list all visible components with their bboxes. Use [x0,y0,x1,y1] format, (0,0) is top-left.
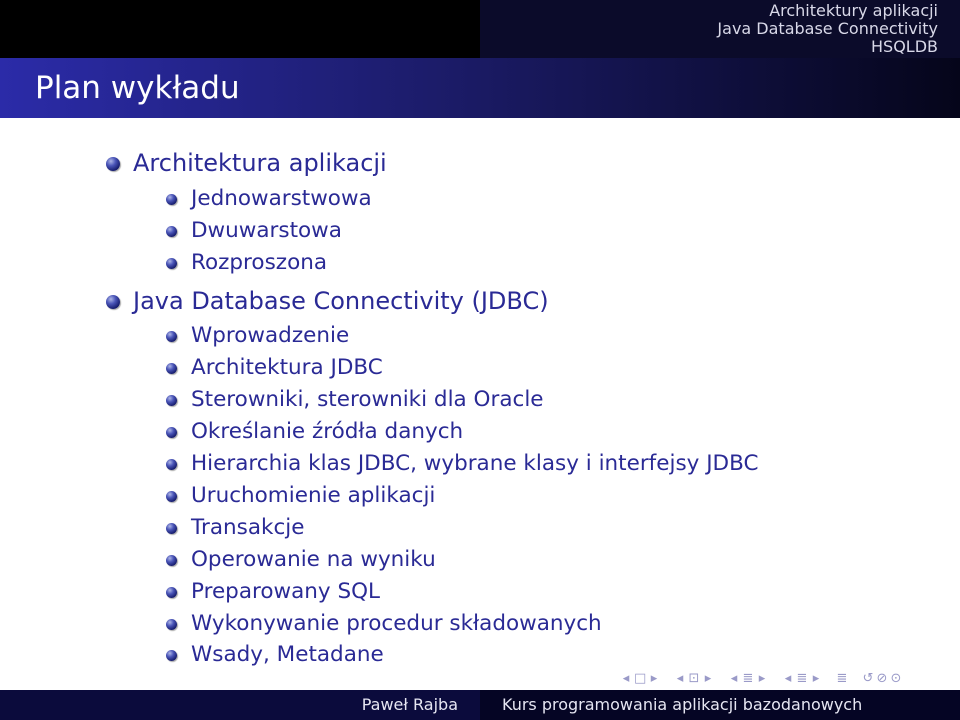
ball-bullet-icon [166,427,177,438]
outline-subsection[interactable]: Rozproszona [191,250,328,275]
ball-bullet-icon [166,491,177,502]
outline-section[interactable]: Java Database Connectivity (JDBC) [133,287,549,315]
nav-next-icon[interactable]: ▸ [704,671,712,686]
header-section-link[interactable]: Architektury aplikacji [769,1,938,20]
nav-section-icon[interactable]: ≣ [742,671,754,686]
outline-subsection[interactable]: Określanie źródła danych [191,419,464,444]
nav-document-icon[interactable]: ≣ [796,671,808,686]
nav-align-icon[interactable]: ≣ [836,671,848,686]
ball-bullet-icon [166,331,177,342]
outline-subsection[interactable]: Hierarchia klas JDBC, wybrane klasy i interfejsy JDBC [191,451,759,476]
nav-prev-icon[interactable]: ◂ [730,671,738,686]
nav-prev-icon[interactable]: ◂ [622,671,630,686]
nav-search-icon[interactable]: ⊘ [876,671,888,686]
nav-next-icon[interactable]: ▸ [812,671,820,686]
outline-subsection[interactable]: Jednowarstwowa [191,186,372,211]
ball-bullet-icon [166,258,177,269]
nav-prev-icon[interactable]: ◂ [784,671,792,686]
ball-bullet-icon [166,226,177,237]
ball-bullet-icon [166,395,177,406]
ball-bullet-icon [166,363,177,374]
ball-bullet-icon [166,459,177,470]
nav-next-icon[interactable]: ▸ [650,671,658,686]
nav-frame-icon[interactable]: □ [634,671,647,686]
ball-bullet-icon [166,619,177,630]
outline-subsection[interactable]: Wykonywanie procedur składowanych [191,611,602,636]
ball-bullet-icon [166,587,177,598]
outline-subsection[interactable]: Uruchomienie aplikacji [191,483,436,508]
ball-bullet-icon [166,650,177,661]
nav-subsection-icon[interactable]: ⊡ [688,671,700,686]
header-section-link[interactable]: Java Database Connectivity [717,19,938,38]
outline-subsection[interactable]: Preparowany SQL [191,579,381,604]
page-title: Plan wykładu [35,70,240,106]
ball-bullet-icon [106,157,120,171]
footer-course-title: Kurs programowania aplikacji bazodanowych [502,695,863,714]
footer [0,690,960,720]
ball-bullet-icon [166,194,177,205]
nav-next-icon[interactable]: ▸ [758,671,766,686]
footer-right-panel [480,690,960,720]
outline-subsection[interactable]: Wsady, Metadane [191,642,384,667]
outline-subsection[interactable]: Wprowadzenie [191,323,350,348]
navigation-symbols [620,668,902,690]
ball-bullet-icon [166,523,177,534]
footer-author: Paweł Rajba [361,695,458,714]
outline-section[interactable]: Architektura aplikacji [133,149,387,177]
nav-zoom-icon[interactable]: ⊙ [890,671,902,686]
outline-subsection[interactable]: Sterowniki, sterowniki dla Oracle [191,387,544,412]
outline-subsection[interactable]: Transakcje [191,515,305,540]
footer-left-panel [0,690,480,720]
ball-bullet-icon [106,295,120,309]
nav-back-icon[interactable]: ↺ [862,671,874,686]
header-section-link[interactable]: HSQLDB [871,37,938,56]
outline-subsection[interactable]: Dwuwarstowa [191,218,342,243]
ball-bullet-icon [166,555,177,566]
nav-prev-icon[interactable]: ◂ [676,671,684,686]
outline-subsection[interactable]: Architektura JDBC [191,355,383,380]
outline-subsection[interactable]: Operowanie na wyniku [191,547,436,572]
